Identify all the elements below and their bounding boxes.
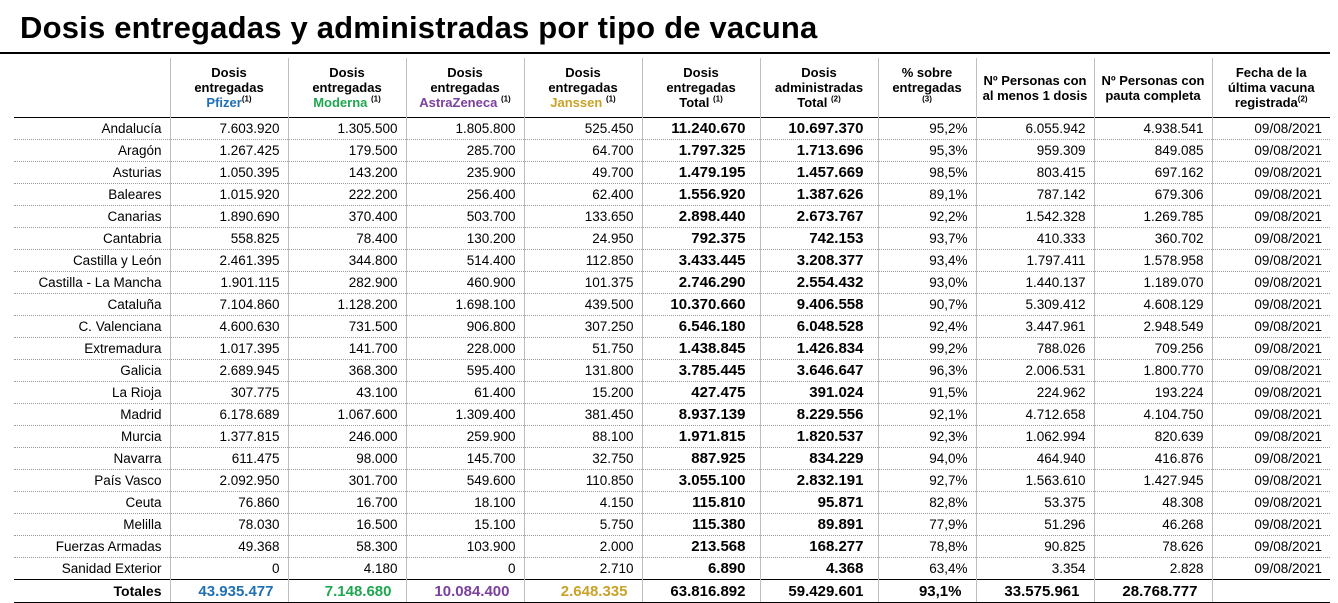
table-cell: 370.400 <box>288 206 406 228</box>
region-name: Fuerzas Armadas <box>14 536 170 558</box>
header-astrazeneca: Dosis entregadas AstraZeneca $^{(1)}$ <box>406 58 524 118</box>
table-cell: 679.306 <box>1094 184 1212 206</box>
table-cell: 53.375 <box>976 492 1094 514</box>
table-cell: 834.229 <box>760 448 878 470</box>
totals-row <box>14 580 1330 603</box>
table-cell: 2.898.440 <box>642 206 760 228</box>
table-row <box>14 470 1330 492</box>
table-cell: 887.925 <box>642 448 760 470</box>
table-cell: 179.500 <box>288 140 406 162</box>
header-row <box>14 58 1330 118</box>
table-cell: 92,2% <box>878 206 976 228</box>
totals-label: Totales <box>14 580 170 603</box>
table-cell: 820.639 <box>1094 426 1212 448</box>
header-total-administered: Dosis administradas Total $^{(2)}$ <box>760 58 878 118</box>
vaccine-table <box>14 58 1330 603</box>
table-cell: 549.600 <box>406 470 524 492</box>
table-cell: 09/08/2021 <box>1212 294 1330 316</box>
moderna-label: Moderna <box>313 95 368 110</box>
table-cell: 6.055.942 <box>976 118 1094 140</box>
table-row <box>14 536 1330 558</box>
table-cell: 1.800.770 <box>1094 360 1212 382</box>
table-cell: 460.900 <box>406 272 524 294</box>
astrazeneca-label: AstraZeneca <box>419 95 498 110</box>
table-cell: 2.689.945 <box>170 360 288 382</box>
region-name: Andalucía <box>14 118 170 140</box>
region-name: Murcia <box>14 426 170 448</box>
table-cell: 709.256 <box>1094 338 1212 360</box>
table-cell: 3.646.647 <box>760 360 878 382</box>
table-cell: 64.700 <box>524 140 642 162</box>
table-cell: 1.128.200 <box>288 294 406 316</box>
table-cell: 3.433.445 <box>642 250 760 272</box>
table-cell: 1.556.920 <box>642 184 760 206</box>
region-name: Aragón <box>14 140 170 162</box>
region-name: La Rioja <box>14 382 170 404</box>
table-row <box>14 426 1330 448</box>
table-cell: 611.475 <box>170 448 288 470</box>
table-cell: 09/08/2021 <box>1212 316 1330 338</box>
table-row <box>14 492 1330 514</box>
table-cell: 301.700 <box>288 470 406 492</box>
table-cell: 4.368 <box>760 558 878 580</box>
table-row <box>14 184 1330 206</box>
table-cell: 259.900 <box>406 426 524 448</box>
table-cell: 1.457.669 <box>760 162 878 184</box>
table-row <box>14 294 1330 316</box>
table-cell: 77,9% <box>878 514 976 536</box>
table-cell: 8.229.556 <box>760 404 878 426</box>
table-cell: 115.380 <box>642 514 760 536</box>
table-cell: 2.746.290 <box>642 272 760 294</box>
table-cell: 282.900 <box>288 272 406 294</box>
table-cell: 10.370.660 <box>642 294 760 316</box>
table-cell: 43.100 <box>288 382 406 404</box>
pfizer-label: Pfizer <box>206 95 242 110</box>
table-cell: 1.426.834 <box>760 338 878 360</box>
table-cell: 1.797.325 <box>642 140 760 162</box>
table-cell: 46.268 <box>1094 514 1212 536</box>
region-name: C. Valenciana <box>14 316 170 338</box>
header-total-delivered: Dosis entregadas Total $^{(1)}$ <box>642 58 760 118</box>
table-cell: 78,8% <box>878 536 976 558</box>
totals-cell: 93,1% <box>878 580 976 603</box>
table-cell: 96,3% <box>878 360 976 382</box>
table-cell: 1.067.600 <box>288 404 406 426</box>
table-cell: 2.948.549 <box>1094 316 1212 338</box>
table-cell: 18.100 <box>406 492 524 514</box>
table-cell: 168.277 <box>760 536 878 558</box>
region-name: Castilla - La Mancha <box>14 272 170 294</box>
table-cell: 51.750 <box>524 338 642 360</box>
table-cell: 09/08/2021 <box>1212 272 1330 294</box>
table-cell: 2.461.395 <box>170 250 288 272</box>
table-cell: 1.427.945 <box>1094 470 1212 492</box>
table-cell: 101.375 <box>524 272 642 294</box>
table-cell: 381.450 <box>524 404 642 426</box>
region-name: Castilla y León <box>14 250 170 272</box>
table-cell: 1.387.626 <box>760 184 878 206</box>
table-row <box>14 272 1330 294</box>
table-cell: 90,7% <box>878 294 976 316</box>
table-cell: 98.000 <box>288 448 406 470</box>
table-cell: 525.450 <box>524 118 642 140</box>
table-cell: 15.200 <box>524 382 642 404</box>
table-cell: 09/08/2021 <box>1212 338 1330 360</box>
table-cell: 49.700 <box>524 162 642 184</box>
table-cell: 2.554.432 <box>760 272 878 294</box>
table-cell: 503.700 <box>406 206 524 228</box>
table-cell: 112.850 <box>524 250 642 272</box>
table-cell: 1.797.411 <box>976 250 1094 272</box>
table-cell: 1.479.195 <box>642 162 760 184</box>
table-cell: 1.698.100 <box>406 294 524 316</box>
table-cell: 16.700 <box>288 492 406 514</box>
table-cell: 2.000 <box>524 536 642 558</box>
table-row <box>14 228 1330 250</box>
table-cell: 1.305.500 <box>288 118 406 140</box>
table-row <box>14 448 1330 470</box>
table-cell: 849.085 <box>1094 140 1212 162</box>
region-name: Melilla <box>14 514 170 536</box>
region-name: Baleares <box>14 184 170 206</box>
table-cell: 1.309.400 <box>406 404 524 426</box>
table-cell: 131.800 <box>524 360 642 382</box>
table-cell: 6.048.528 <box>760 316 878 338</box>
region-name: Sanidad Exterior <box>14 558 170 580</box>
table-cell: 76.860 <box>170 492 288 514</box>
table-cell: 09/08/2021 <box>1212 426 1330 448</box>
table-cell: 4.600.630 <box>170 316 288 338</box>
table-cell: 2.832.191 <box>760 470 878 492</box>
table-row <box>14 558 1330 580</box>
region-name: Canarias <box>14 206 170 228</box>
table-cell: 285.700 <box>406 140 524 162</box>
table-row <box>14 206 1330 228</box>
header-pfizer: Dosis entregadas Pfizer$^{(1)}$ <box>170 58 288 118</box>
table-cell: 48.308 <box>1094 492 1212 514</box>
table-cell: 3.785.445 <box>642 360 760 382</box>
table-cell: 5.750 <box>524 514 642 536</box>
table-cell: 145.700 <box>406 448 524 470</box>
totals-cell: 7.148.680 <box>288 580 406 603</box>
table-cell: 94,0% <box>878 448 976 470</box>
table-cell: 246.000 <box>288 426 406 448</box>
table-cell: 09/08/2021 <box>1212 250 1330 272</box>
header-full-course: Nº Personas con pauta completa <box>1094 58 1212 118</box>
table-cell: 391.024 <box>760 382 878 404</box>
table-cell: 82,8% <box>878 492 976 514</box>
table-cell: 224.962 <box>976 382 1094 404</box>
table-cell: 58.300 <box>288 536 406 558</box>
table-cell: 6.890 <box>642 558 760 580</box>
table-cell: 95,3% <box>878 140 976 162</box>
table-cell: 09/08/2021 <box>1212 382 1330 404</box>
table-cell: 78.030 <box>170 514 288 536</box>
table-cell: 1.971.815 <box>642 426 760 448</box>
table-cell: 2.092.950 <box>170 470 288 492</box>
table-cell: 8.937.139 <box>642 404 760 426</box>
table-cell: 7.603.920 <box>170 118 288 140</box>
table-cell: 1.267.425 <box>170 140 288 162</box>
table-cell: 1.563.610 <box>976 470 1094 492</box>
table-row <box>14 140 1330 162</box>
table-cell: 1.377.815 <box>170 426 288 448</box>
table-cell: 09/08/2021 <box>1212 162 1330 184</box>
table-cell: 3.055.100 <box>642 470 760 492</box>
table-cell: 4.608.129 <box>1094 294 1212 316</box>
table-cell: 49.368 <box>170 536 288 558</box>
table-cell: 09/08/2021 <box>1212 360 1330 382</box>
table-cell: 10.697.370 <box>760 118 878 140</box>
table-cell: 1.269.785 <box>1094 206 1212 228</box>
table-cell: 307.775 <box>170 382 288 404</box>
table-cell: 697.162 <box>1094 162 1212 184</box>
totals-cell: 2.648.335 <box>524 580 642 603</box>
totals-cell: 63.816.892 <box>642 580 760 603</box>
table-cell: 09/08/2021 <box>1212 514 1330 536</box>
table-cell: 3.354 <box>976 558 1094 580</box>
table-cell: 2.710 <box>524 558 642 580</box>
table-cell: 09/08/2021 <box>1212 448 1330 470</box>
table-cell: 88.100 <box>524 426 642 448</box>
region-name: Ceuta <box>14 492 170 514</box>
table-cell: 1.578.958 <box>1094 250 1212 272</box>
table-cell: 4.104.750 <box>1094 404 1212 426</box>
totals-cell: 28.768.777 <box>1094 580 1212 603</box>
table-cell: 3.447.961 <box>976 316 1094 338</box>
table-cell: 2.673.767 <box>760 206 878 228</box>
table-row <box>14 338 1330 360</box>
table-cell: 90.825 <box>976 536 1094 558</box>
region-name: Cataluña <box>14 294 170 316</box>
table-cell: 344.800 <box>288 250 406 272</box>
table-cell: 110.850 <box>524 470 642 492</box>
table-cell: 4.938.541 <box>1094 118 1212 140</box>
table-row <box>14 250 1330 272</box>
totals-cell: 33.575.961 <box>976 580 1094 603</box>
table-cell: 439.500 <box>524 294 642 316</box>
table-cell: 95,2% <box>878 118 976 140</box>
table-cell: 427.475 <box>642 382 760 404</box>
header-last-date: Fecha de la última vacuna registrada$^{(2)}$ <box>1212 58 1330 118</box>
table-cell: 09/08/2021 <box>1212 536 1330 558</box>
table-cell: 09/08/2021 <box>1212 404 1330 426</box>
table-cell: 4.150 <box>524 492 642 514</box>
totals-cell: 43.935.477 <box>170 580 288 603</box>
table-cell: 6.546.180 <box>642 316 760 338</box>
table-cell: 193.224 <box>1094 382 1212 404</box>
table-cell: 1.542.328 <box>976 206 1094 228</box>
table-cell: 1.901.115 <box>170 272 288 294</box>
table-cell: 1.440.137 <box>976 272 1094 294</box>
table-row <box>14 316 1330 338</box>
table-cell: 5.309.412 <box>976 294 1094 316</box>
header-percent: % sobre entregadas $^{(3)}$ <box>878 58 976 118</box>
table-cell: 1.805.800 <box>406 118 524 140</box>
table-cell: 464.940 <box>976 448 1094 470</box>
table-cell: 558.825 <box>170 228 288 250</box>
table-cell: 360.702 <box>1094 228 1212 250</box>
table-cell: 98,5% <box>878 162 976 184</box>
table-cell: 15.100 <box>406 514 524 536</box>
table-cell: 09/08/2021 <box>1212 228 1330 250</box>
table-cell: 92,1% <box>878 404 976 426</box>
table-cell: 4.712.658 <box>976 404 1094 426</box>
totals-cell: 10.084.400 <box>406 580 524 603</box>
table-cell: 89,1% <box>878 184 976 206</box>
region-name: Navarra <box>14 448 170 470</box>
table-cell: 99,2% <box>878 338 976 360</box>
table-row <box>14 162 1330 184</box>
totals-cell: 59.429.601 <box>760 580 878 603</box>
table-cell: 307.250 <box>524 316 642 338</box>
table-cell: 92,3% <box>878 426 976 448</box>
table-cell: 213.568 <box>642 536 760 558</box>
table-cell: 1.062.994 <box>976 426 1094 448</box>
table-cell: 92,4% <box>878 316 976 338</box>
table-cell: 115.810 <box>642 492 760 514</box>
table-row <box>14 382 1330 404</box>
table-cell: 93,4% <box>878 250 976 272</box>
region-name: Galicia <box>14 360 170 382</box>
table-cell: 103.900 <box>406 536 524 558</box>
table-cell: 4.180 <box>288 558 406 580</box>
table-cell: 51.296 <box>976 514 1094 536</box>
table-cell: 788.026 <box>976 338 1094 360</box>
table-cell: 89.891 <box>760 514 878 536</box>
table-cell: 143.200 <box>288 162 406 184</box>
table-row <box>14 118 1330 140</box>
table-cell: 133.650 <box>524 206 642 228</box>
janssen-label: Janssen <box>550 95 603 110</box>
table-cell: 410.333 <box>976 228 1094 250</box>
totals-cell <box>1212 580 1330 603</box>
table-cell: 256.400 <box>406 184 524 206</box>
table-cell: 742.153 <box>760 228 878 250</box>
table-cell: 1.713.696 <box>760 140 878 162</box>
table-cell: 1.820.537 <box>760 426 878 448</box>
table-cell: 93,7% <box>878 228 976 250</box>
region-name: Extremadura <box>14 338 170 360</box>
table-cell: 32.750 <box>524 448 642 470</box>
table-cell: 6.178.689 <box>170 404 288 426</box>
table-cell: 222.200 <box>288 184 406 206</box>
table-cell: 11.240.670 <box>642 118 760 140</box>
table-cell: 130.200 <box>406 228 524 250</box>
table-cell: 0 <box>406 558 524 580</box>
table-cell: 141.700 <box>288 338 406 360</box>
table-cell: 2.828 <box>1094 558 1212 580</box>
table-cell: 93,0% <box>878 272 976 294</box>
table-cell: 78.626 <box>1094 536 1212 558</box>
region-name: País Vasco <box>14 470 170 492</box>
table-cell: 792.375 <box>642 228 760 250</box>
table-cell: 235.900 <box>406 162 524 184</box>
table-cell: 803.415 <box>976 162 1094 184</box>
table-cell: 2.006.531 <box>976 360 1094 382</box>
table-row <box>14 514 1330 536</box>
table-cell: 0 <box>170 558 288 580</box>
table-cell: 514.400 <box>406 250 524 272</box>
table-cell: 09/08/2021 <box>1212 140 1330 162</box>
table-cell: 228.000 <box>406 338 524 360</box>
table-cell: 09/08/2021 <box>1212 118 1330 140</box>
table-cell: 61.400 <box>406 382 524 404</box>
table-cell: 09/08/2021 <box>1212 470 1330 492</box>
table-cell: 1.189.070 <box>1094 272 1212 294</box>
table-cell: 16.500 <box>288 514 406 536</box>
table-cell: 9.406.558 <box>760 294 878 316</box>
table-cell: 1.015.920 <box>170 184 288 206</box>
table-cell: 62.400 <box>524 184 642 206</box>
table-cell: 906.800 <box>406 316 524 338</box>
table-cell: 731.500 <box>288 316 406 338</box>
table-cell: 24.950 <box>524 228 642 250</box>
table-cell: 63,4% <box>878 558 976 580</box>
header-region <box>14 58 170 118</box>
table-row <box>14 360 1330 382</box>
table-row <box>14 404 1330 426</box>
table-cell: 368.300 <box>288 360 406 382</box>
region-name: Madrid <box>14 404 170 426</box>
title-divider <box>0 52 1330 54</box>
table-cell: 787.142 <box>976 184 1094 206</box>
table-cell: 92,7% <box>878 470 976 492</box>
table-cell: 7.104.860 <box>170 294 288 316</box>
table-cell: 1.890.690 <box>170 206 288 228</box>
table-cell: 09/08/2021 <box>1212 184 1330 206</box>
page-title: Dosis entregadas y administradas por tipo de vacuna <box>20 10 818 45</box>
table-cell: 1.438.845 <box>642 338 760 360</box>
table-cell: 09/08/2021 <box>1212 206 1330 228</box>
table-cell: 09/08/2021 <box>1212 492 1330 514</box>
header-janssen: Dosis entregadas Janssen $^{(1)}$ <box>524 58 642 118</box>
table-cell: 595.400 <box>406 360 524 382</box>
header-moderna: Dosis entregadas Moderna $^{(1)}$ <box>288 58 406 118</box>
region-name: Cantabria <box>14 228 170 250</box>
header-one-dose: Nº Personas con al menos 1 dosis <box>976 58 1094 118</box>
table-cell: 416.876 <box>1094 448 1212 470</box>
table-cell: 3.208.377 <box>760 250 878 272</box>
table-cell: 91,5% <box>878 382 976 404</box>
table-cell: 09/08/2021 <box>1212 558 1330 580</box>
table-cell: 1.050.395 <box>170 162 288 184</box>
region-name: Asturias <box>14 162 170 184</box>
table-cell: 959.309 <box>976 140 1094 162</box>
table-cell: 78.400 <box>288 228 406 250</box>
table-cell: 1.017.395 <box>170 338 288 360</box>
table-cell: 95.871 <box>760 492 878 514</box>
